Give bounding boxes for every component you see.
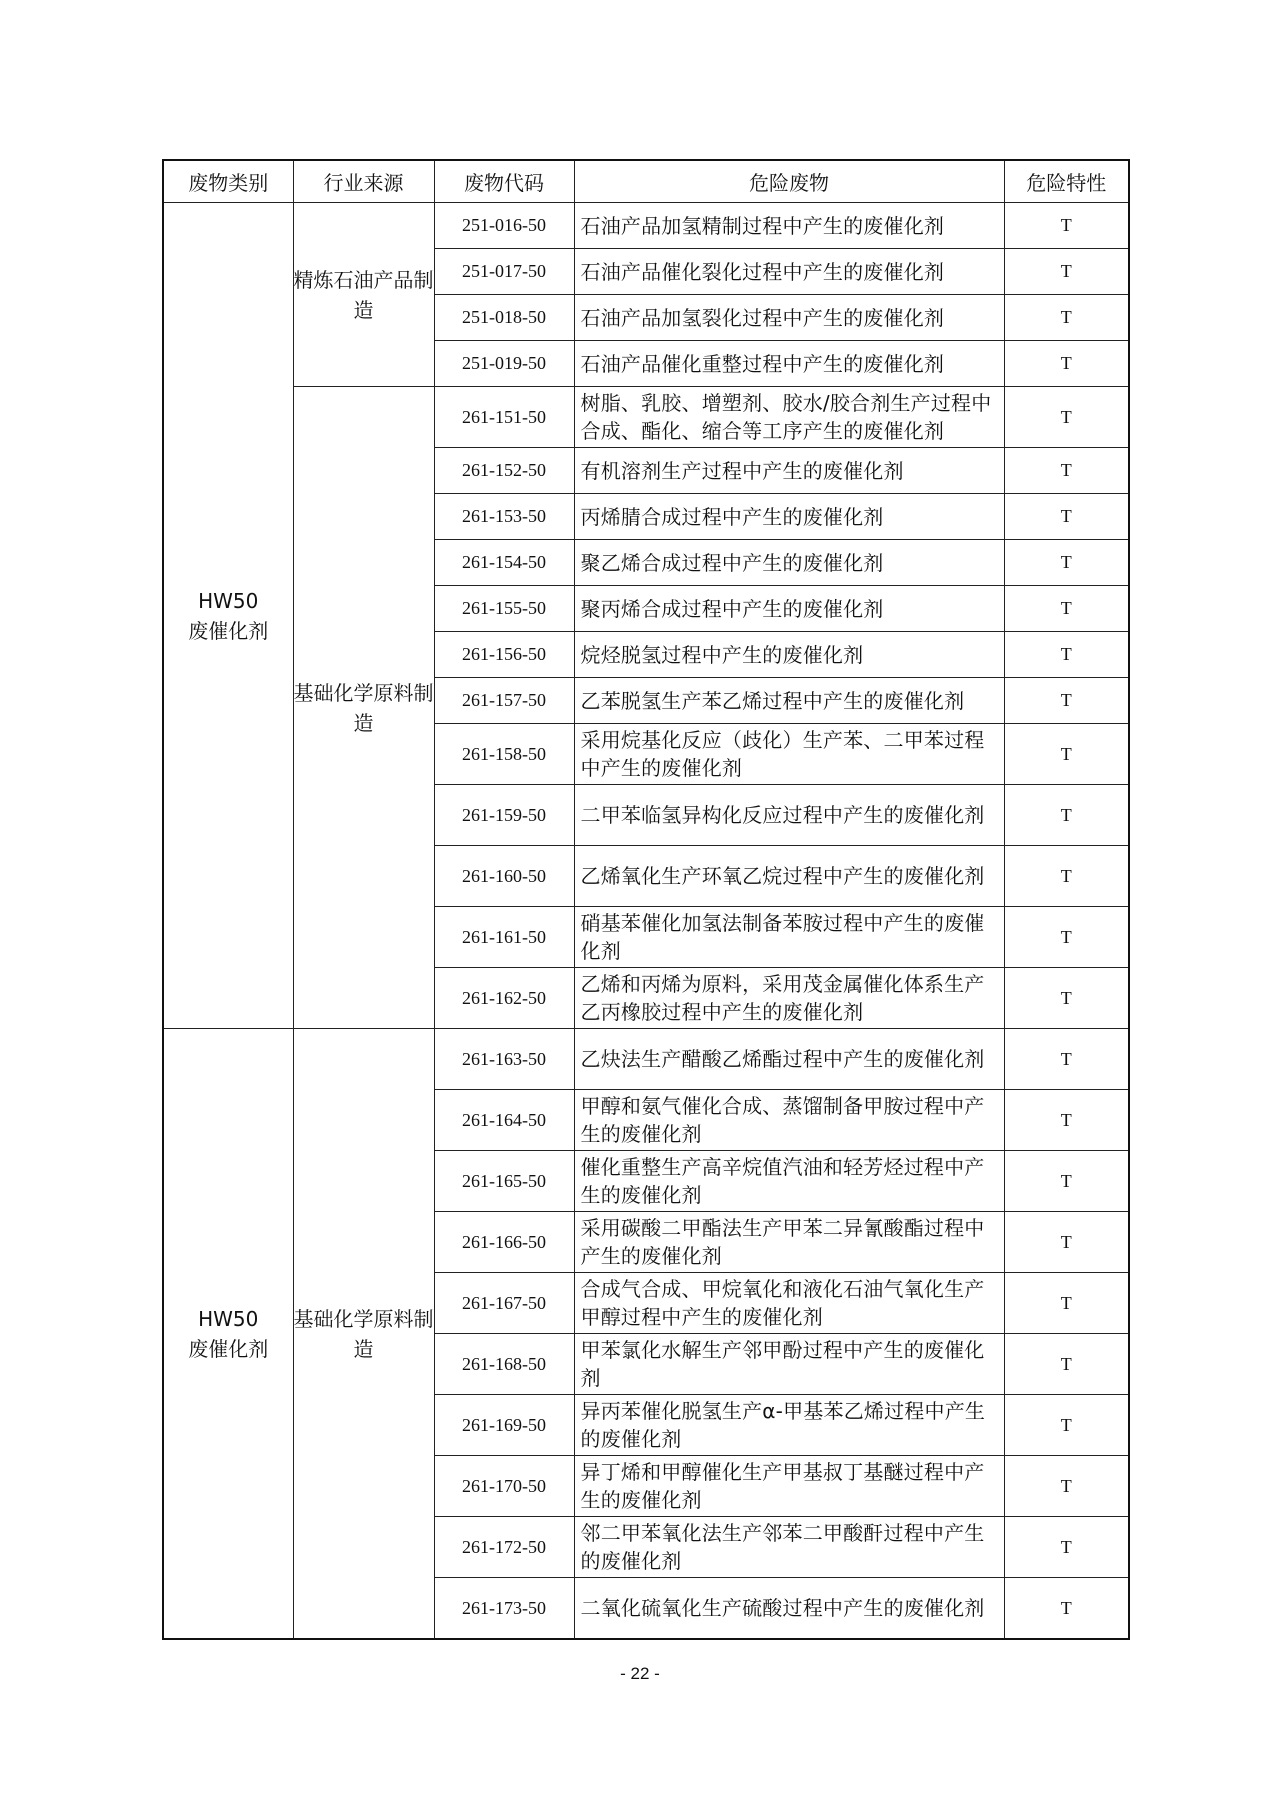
- waste-code-cell: 261-162-50: [434, 968, 574, 1029]
- hazard-property-cell: T: [1004, 448, 1129, 494]
- hazard-property-cell: T: [1004, 1334, 1129, 1395]
- waste-description-cell: 聚丙烯合成过程中产生的废催化剂: [574, 586, 1004, 632]
- waste-code-cell: 261-160-50: [434, 846, 574, 907]
- waste-description-cell: 采用碳酸二甲酯法生产甲苯二异氰酸酯过程中产生的废催化剂: [574, 1212, 1004, 1273]
- waste-code-cell: 261-154-50: [434, 540, 574, 586]
- hazard-property-cell: T: [1004, 586, 1129, 632]
- table-body: [163, 203, 1129, 1640]
- hazard-property-cell: T: [1004, 1151, 1129, 1212]
- waste-code-cell: 261-157-50: [434, 678, 574, 724]
- header-waste-code: 废物代码: [434, 160, 574, 203]
- waste-description-cell: 催化重整生产高辛烷值汽油和轻芳烃过程中产生的废催化剂: [574, 1151, 1004, 1212]
- waste-code-cell: 261-164-50: [434, 1090, 574, 1151]
- industry-source-cell: 基础化学原料制造: [293, 387, 434, 1029]
- waste-description-cell: 硝基苯催化加氢法制备苯胺过程中产生的废催化剂: [574, 907, 1004, 968]
- hazard-property-cell: T: [1004, 540, 1129, 586]
- hazardous-waste-table: [162, 159, 1130, 1640]
- waste-code-cell: 261-173-50: [434, 1578, 574, 1640]
- waste-code-cell: 261-161-50: [434, 907, 574, 968]
- header-waste-category: 废物类别: [163, 160, 293, 203]
- waste-code-cell: 261-153-50: [434, 494, 574, 540]
- hazard-property-cell: T: [1004, 341, 1129, 387]
- hazard-property-cell: T: [1004, 724, 1129, 785]
- industry-source-cell: 基础化学原料制造: [293, 1029, 434, 1640]
- waste-description-cell: 甲苯氯化水解生产邻甲酚过程中产生的废催化剂: [574, 1334, 1004, 1395]
- waste-category-cell: HW50 废催化剂: [163, 1029, 293, 1640]
- waste-code-cell: 261-165-50: [434, 1151, 574, 1212]
- waste-description-cell: 树脂、乳胶、增塑剂、胶水/胶合剂生产过程中合成、酯化、缩合等工序产生的废催化剂: [574, 387, 1004, 448]
- hazard-property-cell: T: [1004, 1273, 1129, 1334]
- hazard-property-cell: T: [1004, 494, 1129, 540]
- industry-source-cell: 精炼石油产品制造: [293, 203, 434, 387]
- table-row: [163, 203, 1129, 249]
- waste-description-cell: 乙烯氧化生产环氧乙烷过程中产生的废催化剂: [574, 846, 1004, 907]
- header-hazardous-waste: 危险废物: [574, 160, 1004, 203]
- waste-code-cell: 251-017-50: [434, 249, 574, 295]
- waste-description-cell: 烷烃脱氢过程中产生的废催化剂: [574, 632, 1004, 678]
- waste-code-cell: 261-169-50: [434, 1395, 574, 1456]
- waste-description-cell: 合成气合成、甲烷氧化和液化石油气氧化生产甲醇过程中产生的废催化剂: [574, 1273, 1004, 1334]
- waste-code-cell: 251-019-50: [434, 341, 574, 387]
- waste-description-cell: 异丙苯催化脱氢生产α-甲基苯乙烯过程中产生的废催化剂: [574, 1395, 1004, 1456]
- waste-description-cell: 异丁烯和甲醇催化生产甲基叔丁基醚过程中产生的废催化剂: [574, 1456, 1004, 1517]
- hazard-property-cell: T: [1004, 632, 1129, 678]
- waste-category-cell: HW50 废催化剂: [163, 203, 293, 1029]
- waste-description-cell: 有机溶剂生产过程中产生的废催化剂: [574, 448, 1004, 494]
- waste-code-cell: 261-155-50: [434, 586, 574, 632]
- waste-code-cell: 251-016-50: [434, 203, 574, 249]
- waste-code-cell: 251-018-50: [434, 295, 574, 341]
- table-row: [163, 1029, 1129, 1090]
- header-hazard-property: 危险特性: [1004, 160, 1129, 203]
- waste-code-cell: 261-156-50: [434, 632, 574, 678]
- hazard-property-cell: T: [1004, 1212, 1129, 1273]
- waste-description-cell: 石油产品催化裂化过程中产生的废催化剂: [574, 249, 1004, 295]
- waste-description-cell: 二甲苯临氢异构化反应过程中产生的废催化剂: [574, 785, 1004, 846]
- waste-code-cell: 261-168-50: [434, 1334, 574, 1395]
- hazard-property-cell: T: [1004, 785, 1129, 846]
- waste-code-cell: 261-166-50: [434, 1212, 574, 1273]
- waste-code-cell: 261-170-50: [434, 1456, 574, 1517]
- page-number: - 22 -: [620, 1664, 660, 1683]
- waste-code-cell: 261-152-50: [434, 448, 574, 494]
- waste-description-cell: 石油产品加氢裂化过程中产生的废催化剂: [574, 295, 1004, 341]
- hazard-property-cell: T: [1004, 968, 1129, 1029]
- waste-code-cell: 261-172-50: [434, 1517, 574, 1578]
- waste-code-cell: 261-151-50: [434, 387, 574, 448]
- table-header-row: [163, 160, 1129, 203]
- waste-description-cell: 聚乙烯合成过程中产生的废催化剂: [574, 540, 1004, 586]
- waste-code-cell: 261-158-50: [434, 724, 574, 785]
- hazard-property-cell: T: [1004, 1090, 1129, 1151]
- waste-description-cell: 甲醇和氨气催化合成、蒸馏制备甲胺过程中产生的废催化剂: [574, 1090, 1004, 1151]
- hazard-property-cell: T: [1004, 249, 1129, 295]
- hazard-property-cell: T: [1004, 1395, 1129, 1456]
- waste-description-cell: 丙烯腈合成过程中产生的废催化剂: [574, 494, 1004, 540]
- waste-description-cell: 邻二甲苯氧化法生产邻苯二甲酸酐过程中产生的废催化剂: [574, 1517, 1004, 1578]
- waste-description-cell: 石油产品催化重整过程中产生的废催化剂: [574, 341, 1004, 387]
- waste-description-cell: 乙烯和丙烯为原料，采用茂金属催化体系生产乙丙橡胶过程中产生的废催化剂: [574, 968, 1004, 1029]
- hazard-property-cell: T: [1004, 295, 1129, 341]
- hazard-property-cell: T: [1004, 678, 1129, 724]
- hazard-property-cell: T: [1004, 1456, 1129, 1517]
- hazard-property-cell: T: [1004, 1578, 1129, 1640]
- waste-description-cell: 二氧化硫氧化生产硫酸过程中产生的废催化剂: [574, 1578, 1004, 1640]
- waste-code-cell: 261-163-50: [434, 1029, 574, 1090]
- waste-description-cell: 乙苯脱氢生产苯乙烯过程中产生的废催化剂: [574, 678, 1004, 724]
- table-row: [163, 387, 1129, 448]
- waste-code-cell: 261-167-50: [434, 1273, 574, 1334]
- hazard-property-cell: T: [1004, 907, 1129, 968]
- hazard-property-cell: T: [1004, 846, 1129, 907]
- waste-description-cell: 采用烷基化反应（歧化）生产苯、二甲苯过程中产生的废催化剂: [574, 724, 1004, 785]
- waste-code-cell: 261-159-50: [434, 785, 574, 846]
- header-industry-source: 行业来源: [293, 160, 434, 203]
- hazard-property-cell: T: [1004, 1029, 1129, 1090]
- hazard-property-cell: T: [1004, 203, 1129, 249]
- waste-description-cell: 石油产品加氢精制过程中产生的废催化剂: [574, 203, 1004, 249]
- hazard-property-cell: T: [1004, 387, 1129, 448]
- waste-description-cell: 乙炔法生产醋酸乙烯酯过程中产生的废催化剂: [574, 1029, 1004, 1090]
- hazard-property-cell: T: [1004, 1517, 1129, 1578]
